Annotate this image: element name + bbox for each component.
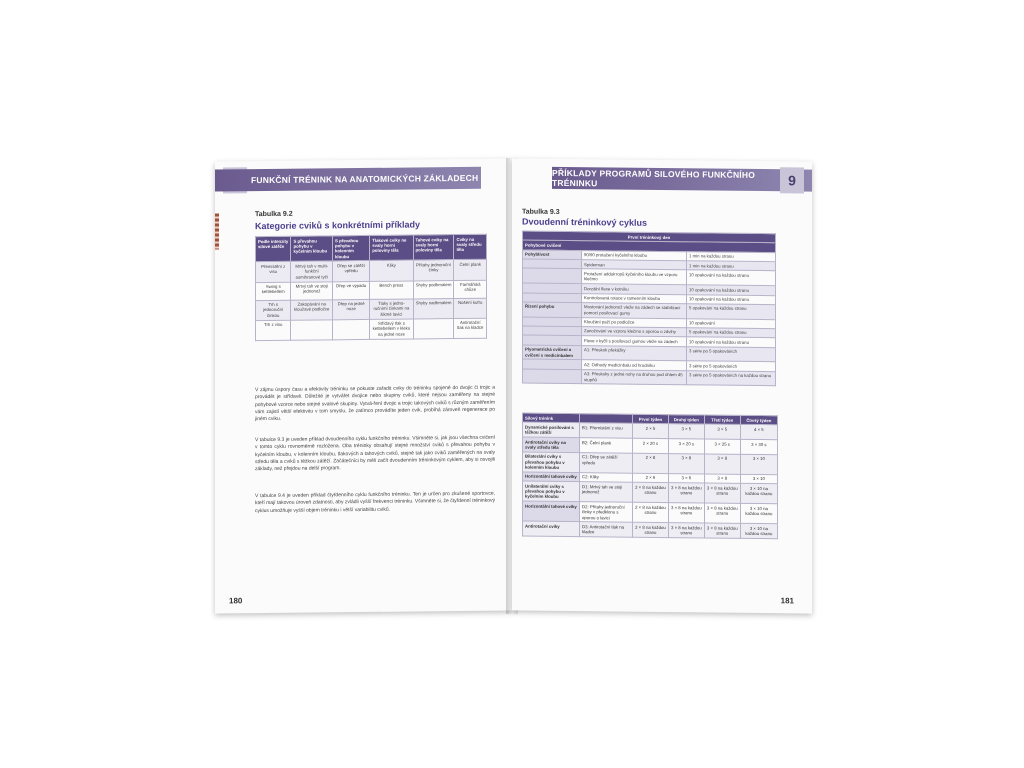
table-cell: 3 série po 5 opakováních (687, 361, 776, 371)
table-header-cell: Cviky na svaly středu těla (454, 234, 487, 260)
table-cell: 3 × 8 na každou stranu (668, 483, 704, 503)
table-header-cell: První tréninkový den (523, 231, 776, 243)
table-cell: 1 min na každou stranu (687, 261, 776, 271)
table-cell: 2 × 8 (633, 453, 669, 473)
table-header-cell: Silový trénink (523, 413, 580, 423)
table-cell (291, 319, 333, 340)
table-cell: Mrtvý tah ve stoji jednonož (291, 281, 333, 299)
table-cell: Mrtvý tah v multi-funkční osmihranové tyči (291, 261, 333, 282)
table-cell: Protažení addukторů kyčelního kloubu ve vzporu klečmo (582, 269, 687, 285)
table-cell: Střídavý tlak s kettlebellem v kleku na jedné noze (370, 319, 413, 340)
page-number: 180 (229, 596, 243, 606)
table-cell: Shyby nadhmatem (413, 298, 454, 319)
table-row (523, 369, 776, 386)
table-cell: 3 × 8 na každou stranu (668, 503, 704, 523)
chapter-number: 9 (780, 167, 804, 193)
table-cell: 90/90 protažení kyčelního kloubu (582, 250, 687, 260)
table-cell: Farmářská chůze (454, 280, 487, 298)
chapter-title: FUNKČNÍ TRÉNINK NA ANATOMICKÝCH ZÁKLADECH (215, 167, 481, 192)
table-section-cell: Pohybové cvičení (523, 240, 776, 252)
table-cell: Antirotační tlak na kladce (454, 318, 487, 338)
table-cell: A1: Přeskok překážky (582, 345, 687, 361)
table-cell: 3 série po 5 opakováních (687, 346, 776, 362)
chapter-title: PŘÍKLADY PROGRAMŮ SILOVÉHO FUNKČNÍHO TRÉNINKU (552, 167, 812, 192)
table-cell: 2 × 20 s (633, 438, 669, 453)
table-cell: 3 × 10 na každou stranu (740, 504, 777, 524)
right-page (512, 158, 812, 613)
table-cell: Spiderman (582, 260, 687, 270)
table-cell: A2: Odhody medicinbalu od hrudníku (582, 360, 687, 370)
table-cell: Plyometrická cvičení a cvičení s medicinbalem (523, 345, 582, 360)
table-cell: Čelní plank (454, 260, 487, 280)
table-row (256, 260, 487, 282)
table-cell: 2 × 8 na každou stranu (633, 523, 669, 538)
table-cell: Dorzální flexe v kotníku (582, 284, 687, 294)
paragraph: V tabulce 9.3 je uveden příklad dvoudenního cyklu funkčního tréninku. Všimněte si, jak jsou všechna cvičení v tomto cyklu rovnoměrně rozložena. Oba tréninky obsahují stejné množství cviků s převahou pohybu v kyčelním kloubu, v kolenním kloubu, tlakových a tahových cviků, stejně tak jako cviků zaměřených na svaly středu těla a cviků s těžkou zátěží. Začátečníci by měli začít dvoudenním tréninkovým cyklem, aby si osvojili základy, než přejdou na delší program. (255, 434, 495, 473)
table-cell: Horizontální tahové cviky (523, 472, 580, 482)
table-cell: 3 × 8 (668, 453, 704, 473)
table-cell: Pohyblivost (523, 250, 582, 260)
table-cell: Přemístění z visu (256, 262, 291, 282)
table-cell: 3 série po 5 opakováních na každou stranu (687, 371, 776, 387)
table-cell: Horizontální tahové cviky (523, 501, 580, 522)
table-cell: 2 × 6 (633, 473, 669, 483)
table-cell: Nošení kufru (454, 298, 487, 318)
table-cell: 3 × 30 s (740, 439, 777, 454)
table-title: Dvoudenní tréninkový cyklus (522, 216, 648, 228)
table-cell: 3 × 5 (704, 424, 740, 439)
table-header-row (256, 234, 487, 262)
table-header-cell: S převahou pohybu v kyčelním kloubu (291, 236, 333, 262)
table-9-4 (522, 413, 778, 540)
paragraph: V tabulce 9.4 je uveden příklad čtyřdenního cyklu funkčního tréninku. Ten je určen pro zkušené sportovce, kteří mají takovou úroveň zdatnosti, aby zvládli vyšší frekvenci tréninku. Všimněte si, že čtyřdenní tréninkový cyklus umožňuje vyšší objem tréninku i větší variabilitu cviků. (255, 490, 495, 514)
paragraph: V zájmu úspory času a efektivity tréninku se pokuste zařadit cviky do tréninku spojené do dvojic či trojic a provádět je střídavě. Důležité je vytvářet dvojice nebo skupiny cviků, které nejsou zaměřeny na stejné pohybové vzorce nebo stejné svalové skupiny. Vytvá-ření dvojic a trojic takových cviků s různým zaměřením vám zajistí větší efektivitu v tom smyslu, že zatímco provádíte jeden cvik, probíhá zároveň regenerace po jiném cviku. (255, 384, 495, 423)
table-cell: 3 × 8 na každou stranu (704, 483, 740, 503)
table-cell: Flexe v kyčli s posilovací gumou vleže na zádech (582, 336, 687, 346)
table-cell: 10 opakování na každou stranu (687, 285, 776, 295)
table-cell: Přítahy jednoruční činky (413, 260, 454, 281)
table-cell: Dřep se zátěží vpředu (333, 261, 370, 281)
table-cell: 3 × 10 na každou stranu (740, 524, 777, 539)
table-header-cell: Třetí týden (704, 415, 740, 425)
table-cell: 3 × 5 (668, 424, 704, 439)
table-header-cell: Tahové cviky na svaly horní poloviny těla (413, 235, 454, 261)
table-cell: Trh z visu (256, 320, 291, 340)
table-cell: Mostování jednonož vleže na zádech se stabilizací pomocí posilovací gumy (582, 303, 687, 319)
table-header-cell: Tlakové cviky ne svaly horní poloviny těla (370, 235, 413, 261)
table-cell: D1: Mrtvý tah ve stoji jednonož (580, 482, 633, 503)
table-cell (523, 268, 582, 283)
table-header-cell: Druhý týden (668, 415, 704, 425)
table-row (523, 481, 778, 504)
table-row (523, 501, 778, 524)
table-cell: 3 × 20 s (668, 439, 704, 454)
table-cell: Kloužání paží po podložce (582, 317, 687, 327)
table-cell: 10 opakování (687, 318, 776, 328)
table-row (523, 452, 778, 475)
table-cell: Dřep ve výpadu (333, 281, 370, 299)
table-cell: D3: Antirotační tlak na kladce (580, 522, 633, 537)
table-9-3 (522, 231, 776, 387)
table-header-cell: Podle intenzity silové zátěže (256, 236, 291, 262)
table-9-2 (255, 234, 487, 341)
table-cell: 10 opakování na každou stranu (687, 294, 776, 304)
table-cell: D2: Přítahy jednoruční činky v předklonu s oporou o lavici (580, 502, 633, 523)
table-cell: Trh s jednoruční činkou (256, 300, 291, 320)
table-cell: 3 × 8 na každou stranu (668, 523, 704, 538)
table-cell: 2 × 8 na každou stranu (633, 503, 669, 523)
table-cell: Shyby podhmatem (413, 280, 454, 298)
table-header-cell: S převahou pohybu v kolenním kloubu (333, 235, 370, 261)
table-cell: 3 × 8 (704, 454, 740, 474)
table-header-cell: Čtvrtý týden (740, 415, 777, 425)
table-cell: B2: Čelní plank (580, 438, 633, 453)
table-cell: 3 × 25 s (704, 439, 740, 454)
table-cell: 2 × 8 na každou stranu (633, 482, 669, 502)
table-cell: Zakopávání na kloužavé podložce (291, 299, 333, 320)
table-cell: Bench press (370, 281, 413, 299)
table-cell: 3 × 8 na každou stranu (704, 503, 740, 523)
table-cell: Swing s kettlebellem (256, 282, 291, 300)
table-cell: 3 × 8 na každou stranu (704, 523, 740, 538)
table-header-cell (580, 414, 633, 424)
table-cell: 5 opakování na každou stranu (687, 328, 776, 338)
table-row (256, 318, 487, 340)
table-cell: 3 × 8 (704, 474, 740, 484)
table-cell: Dřep na jedné noze (333, 299, 370, 319)
table-title: Kategorie cviků s konkrétními příklady (255, 219, 421, 232)
table-row (256, 298, 487, 320)
table-cell: 3 × 10 na každou stranu (740, 484, 777, 504)
table-cell: C1: Dřep se zátěží vpředu (580, 452, 633, 473)
table-cell (413, 318, 454, 339)
left-page (215, 158, 513, 613)
table-cell: 3 × 6 (668, 473, 704, 483)
table-cell: 2 × 5 (633, 424, 669, 439)
table-cell: A3: Přeskoky z jedné nohy na druhou pod úhlem 45 stupňů (582, 369, 687, 385)
table-cell: Řízení pohybu (523, 302, 582, 317)
table-label: Tabulka 9.3 (522, 208, 560, 216)
table-cell: Kliky (370, 260, 413, 281)
table-cell: Kontrolovaná rotace v ramenním kloubu (582, 293, 687, 303)
table-row (523, 521, 778, 538)
table-cell: Antirotační cviky (523, 521, 580, 536)
table-cell: Tlaky s jedno-ručními činkami na šikmé lavici (370, 299, 413, 320)
table-cell: Bilaterální cviky s převahou pohybu v kolenním kloubu (523, 452, 580, 473)
table-cell: Unilaterální cviky s převahou pohybu v kyčelním kloubu (523, 481, 580, 502)
page-number: 181 (780, 596, 794, 606)
table-cell: Zanožování ve vzporu klečmo s oporou o zdvihy (582, 327, 687, 337)
table-cell: Antirotační cviky na svaly středu těla (523, 437, 580, 452)
table-row (256, 280, 487, 300)
table-cell: 4 × 5 (740, 425, 777, 440)
table-cell: 5 opakování na každou stranu (687, 304, 776, 320)
table-header-cell: První týden (633, 414, 669, 424)
table-cell (333, 319, 370, 339)
table-cell: 3 × 10 (740, 454, 777, 474)
table-cell: 10 opakování na každou stranu (687, 337, 776, 347)
table-cell (523, 369, 582, 384)
table-cell: 10 opakování na každou stranu (687, 270, 776, 286)
table-cell: Dynamické posilování s těžkou zátěží (523, 422, 580, 437)
table-cell: B1: Přemístění z visu (580, 423, 633, 438)
table-cell: 1 min na každou stranu (687, 251, 776, 261)
table-cell: C2: Kliky (580, 473, 633, 483)
page-edge-marks (215, 214, 219, 250)
table-label: Tabulka 9.2 (255, 210, 293, 219)
table-cell: 3 × 10 (740, 474, 777, 484)
